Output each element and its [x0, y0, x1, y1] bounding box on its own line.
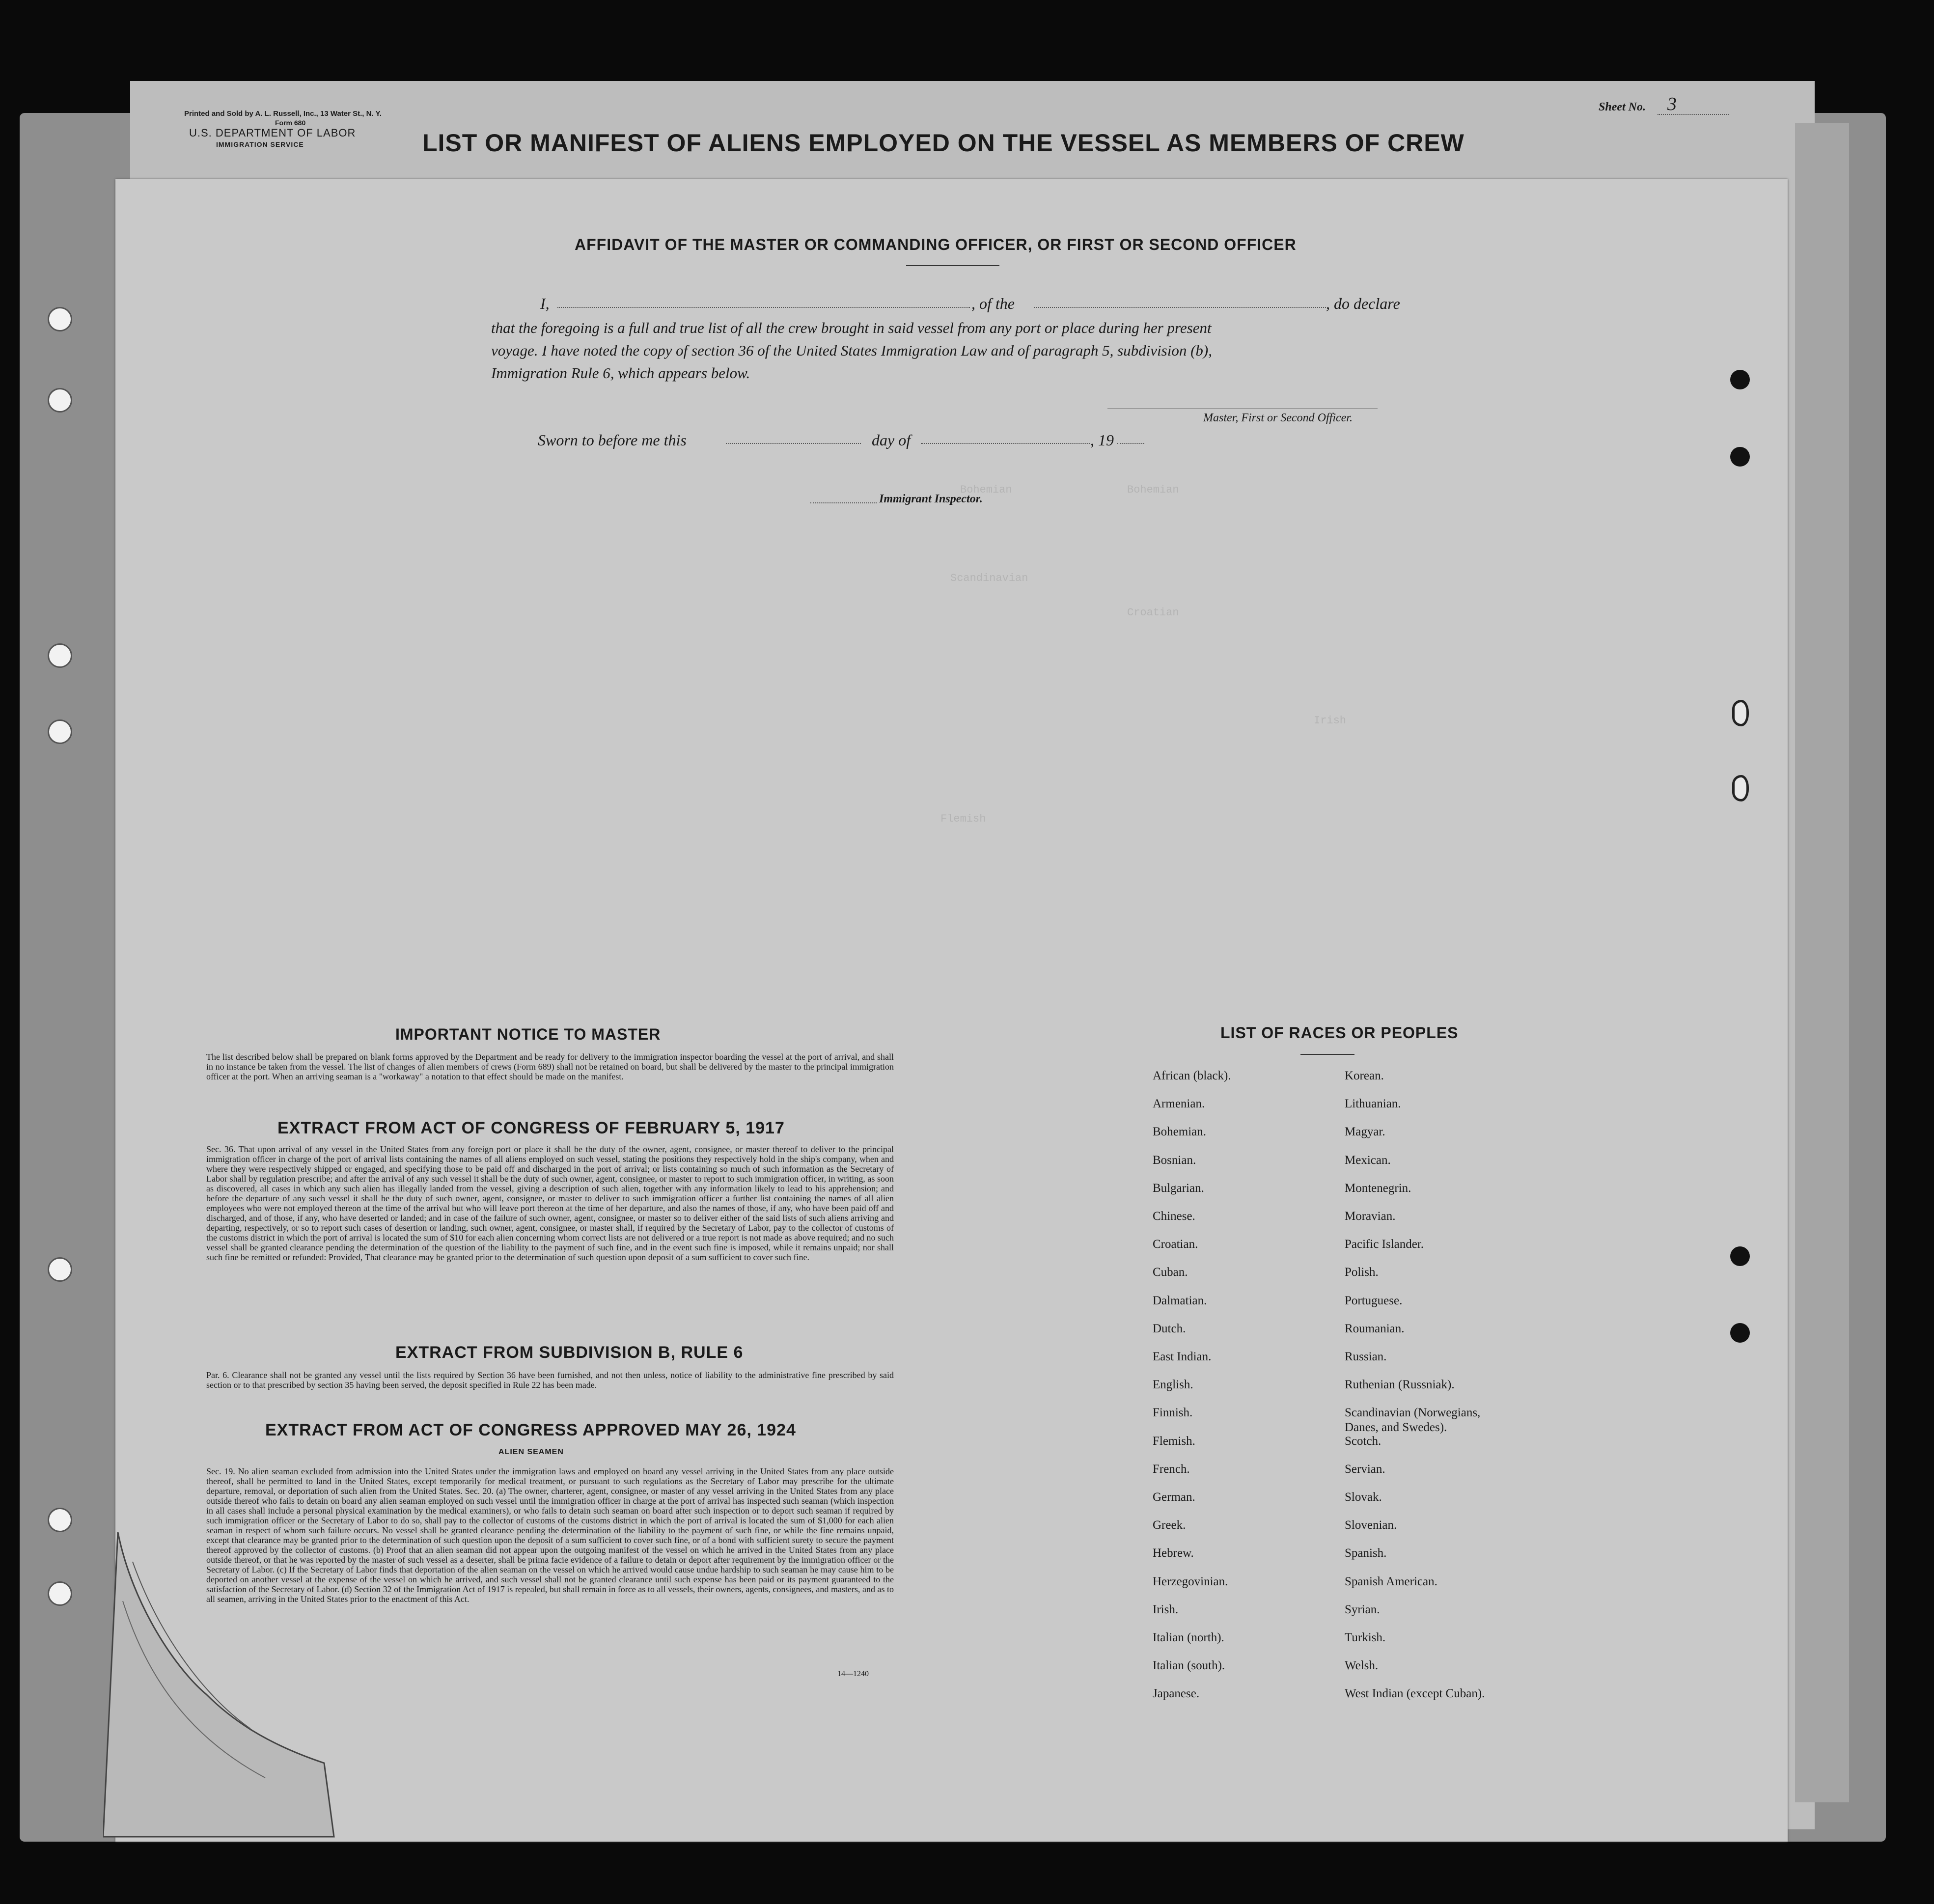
race-item: Italian (south). [1153, 1659, 1225, 1672]
extract-1924-heading: EXTRACT FROM ACT OF CONGRESS APPROVED MAY 26, 1924 [265, 1421, 796, 1439]
sworn-year-line [1117, 443, 1144, 444]
race-item: Flemish. [1153, 1435, 1195, 1448]
race-item: German. [1153, 1490, 1195, 1504]
race-item: Spanish American. [1345, 1575, 1437, 1588]
race-item: West Indian (except Cuban). [1345, 1687, 1485, 1700]
race-item: Ruthenian (Russniak). [1345, 1378, 1455, 1391]
race-item: Herzegovinian. [1153, 1575, 1228, 1588]
notice-heading: IMPORTANT NOTICE TO MASTER [395, 1025, 661, 1043]
affidavit-sheet: Bohemian Bohemian Scandinavian Croatian Irish Flemish [115, 179, 1788, 1842]
department-name: U.S. DEPARTMENT OF LABOR [189, 127, 356, 139]
race-item: Roumanian. [1345, 1322, 1405, 1335]
subdivision-heading: EXTRACT FROM SUBDIVISION B, RULE 6 [395, 1343, 744, 1362]
race-item: Servian. [1345, 1462, 1385, 1476]
extract-1917-text: Sec. 36. That upon arrival of any vessel in the United States from any foreign port or place it shall be the duty of the owner, agent, consignee, or master thereof to deliver to the principal immigration officer in charge of the port of arrival lists containing the names of all aliens employed on such vessel, stating the positions they respectively hold in the ship's company, when and where they were respectively shipped or engaged, and specifying those to be paid off and discharged in the port of arrival; or lists containing so much of such information as the Secretary of Labor shall by regulation prescribe; and after the arrival of any such vessel it shall be the duty of such owner, agent, consignee, or master to report to such immigration officer, in writing, as soon as discovered, all cases in which any such alien has illegally landed from the vessel, giving a description of such alien, together with any information likely to lead to his apprehension; and before the departure of any such vessel it shall be the duty of such owner, agent, consignee, or master to deliver to such immigration officer a further list containing the names of all alien employees who were not employed thereon at the time of the arrival but who will leave port thereon at the time of her departure, and also the names of those, if any, who have been paid off and discharged, and of those, if any, who have deserted or landed; and in case of the failure of such owner, agent, consignee, or master so to deliver either of the said lists of such aliens arriving and departing, respectively, or so to report such cases of desertion or landing, such owner, agent, consignee, or master shall, if required by the Secretary of Labor, pay to the collector of customs of the customs district in which the port of arrival is located the sum of $10 for each alien concerning whom correct lists are not delivered or a true report is not made as above required; and no such vessel shall be granted clearance pending the determination of the question of the liability to the payment of such fine, and in the event such fine is imposed, while it remains unpaid; nor shall such fine be remitted or refunded: Provided, That clearance may be granted prior to the determination of such question upon deposit of a sum sufficient to cover such fine. [206, 1144, 894, 1262]
race-item: Spanish. [1345, 1546, 1387, 1560]
race-item: Montenegrin. [1345, 1182, 1411, 1195]
affidavit-of-the: , of the [971, 295, 1015, 312]
notice-text: The list described below shall be prepared on blank forms approved by the Department and be ready for delivery to the immigration inspector boarding the vessel at the port of arrival, and shall in no instance be taken from the vessel. The list of changes of alien members of crews (Form 689) shall not be retained on board, but shall be delivered by the master to the principal immigration officer at the port. When an arriving seaman is a "workaway" a notation to that effect should be made on the manifest. [206, 1052, 894, 1081]
race-item: Bulgarian. [1153, 1182, 1204, 1195]
form-number: Form 680 [275, 119, 306, 127]
affidavit-heading: AFFIDAVIT OF THE MASTER OR COMMANDING OFFICER, OR FIRST OR SECOND OFFICER [575, 236, 1297, 253]
binder-hole [1730, 1323, 1750, 1343]
affidavit-do-declare: , do declare [1326, 295, 1400, 312]
binder-hole [48, 1257, 72, 1282]
race-item: Slovak. [1345, 1490, 1382, 1504]
underlying-sheet-edge [1795, 123, 1849, 1802]
sheet-number: 3 [1667, 94, 1677, 114]
race-item: Korean. [1345, 1069, 1384, 1082]
binder-hole [1730, 447, 1750, 467]
race-item: Scotch. [1345, 1435, 1381, 1448]
race-item: Russian. [1345, 1350, 1387, 1363]
binder-hole [48, 643, 72, 668]
race-item: Magyar. [1345, 1125, 1385, 1138]
printer-line: Printed and Sold by A. L. Russell, Inc., 13 Water St., N. Y. [184, 110, 382, 118]
vessel-line [1034, 307, 1326, 308]
divider [906, 265, 999, 266]
race-item: Italian (north). [1153, 1631, 1224, 1644]
binder-hole [1732, 700, 1749, 726]
binder-hole [48, 719, 72, 744]
race-item: Turkish. [1345, 1631, 1386, 1644]
day-of-label: day of [872, 431, 911, 449]
binder-hole [48, 388, 72, 413]
name-line [557, 307, 970, 308]
race-item: Pacific Islander. [1345, 1238, 1424, 1251]
race-item: English. [1153, 1378, 1193, 1391]
binder-hole [48, 1581, 72, 1606]
race-item: East Indian. [1153, 1350, 1212, 1363]
race-item: Lithuanian. [1345, 1097, 1401, 1110]
affidavit-line-1: that the foregoing is a full and true list of all the crew brought in said vessel from any port or place during her present [491, 319, 1212, 336]
race-item: Armenian. [1153, 1097, 1205, 1110]
sworn-month-line [921, 443, 1090, 444]
race-item: Portuguese. [1345, 1294, 1403, 1307]
binder-hole [1732, 775, 1749, 801]
race-item: French. [1153, 1462, 1190, 1476]
race-item: African (black). [1153, 1069, 1231, 1082]
torn-page-corner [103, 1532, 339, 1847]
subdivision-text: Par. 6. Clearance shall not be granted any vessel until the lists required by Section 36 have been furnished, and not then unless, notice of liability to the administrative fine prescribed by said section or to that prescribed by section 35 having been served, the deposit specified in Rule 22 has been made. [206, 1370, 894, 1390]
binder-hole [48, 307, 72, 331]
binder-hole [1730, 370, 1750, 389]
race-item: Bohemian. [1153, 1125, 1207, 1138]
race-item: Dalmatian. [1153, 1294, 1207, 1307]
race-item: Moravian. [1345, 1210, 1396, 1223]
race-item: Dutch. [1153, 1322, 1186, 1335]
race-item: Finnish. [1153, 1406, 1193, 1419]
races-heading: LIST OF RACES OR PEOPLES [1220, 1024, 1459, 1042]
race-item: Slovenian. [1345, 1518, 1397, 1532]
inspector-label: Immigrant Inspector. [879, 493, 983, 505]
alien-seamen-subheading: ALIEN SEAMEN [498, 1448, 564, 1456]
sworn-label: Sworn to before me this [538, 431, 687, 449]
binder-hole [48, 1508, 72, 1532]
form-code: 14—1240 [837, 1670, 869, 1678]
race-item: Croatian. [1153, 1238, 1198, 1251]
inspector-dots [810, 502, 877, 503]
manifest-title: LIST OR MANIFEST OF ALIENS EMPLOYED ON THE VESSEL AS MEMBERS OF CREW [422, 129, 1464, 157]
affidavit-i: I, [540, 295, 550, 312]
race-item: Bosnian. [1153, 1154, 1196, 1167]
extract-1924-text: Sec. 19. No alien seaman excluded from admission into the United States under the immigration laws and employed on board any vessel arriving in the United States from any place outside thereof, shall be permitted to land in the United States, except temporarily for medical treatment, or pursuant to such regulations as the Secretary of Labor may prescribe for the ultimate departure, removal, or deportation of such alien from the United States. Sec. 20. (a) The owner, charterer, agent, consignee, or master of any vessel arriving in the United States from any place outside thereof who fails to detain on board any alien seaman employed on such vessel until the immigration officer in charge at the port of arrival has inspected such seaman (which inspection in all cases shall include a personal physical examination by the medical examiners), or who fails to detain such seaman on board after such inspection or to deport such seaman if required by such immigration officer or the Secretary of Labor to do so, shall pay to the collector of customs of the customs district in which the port of arrival is located the sum of $1,000 for each alien seaman in respect of whom such failure occurs. No vessel shall be granted clearance pending the determination of the liability to the payment of such fine, or while the fine remains unpaid, except that clearance may be granted prior to the determination of such question upon the deposit of a sum sufficient to cover such fine, or of a bond with sufficient surety to secure the payment thereof approved by the collector of customs. (b) Proof that an alien seaman did not appear upon the outgoing manifest of the vessel on which he arrived in the United States from any place outside thereof, or that he was reported by the master of such vessel as a deserter, shall be prima facie evidence of a failure to detain or deport after requirement by the immigration officer or the Secretary of Labor. (c) If the Secretary of Labor finds that deportation of the alien seaman on the vessel on which he arrived would cause undue hardship to such seaman he may cause him to be deported on another vessel at the expense of the vessel on which he arrived, and such vessel shall not be granted clearance until such expense has been paid or its payment guaranteed to the satisfaction of the Secretary of Labor. (d) Section 32 of the Immigration Act of 1917 is repealed, but shall remain in force as to all vessels, their owners, agents, consignees, and masters, and as to all seamen, arriving in the United States prior to the enactment of this Act. [206, 1466, 894, 1604]
binder-hole [1730, 1246, 1750, 1266]
race-item: Mexican. [1345, 1154, 1391, 1167]
service-name: IMMIGRATION SERVICE [216, 140, 304, 148]
master-signature-label: Master, First or Second Officer. [1203, 412, 1353, 424]
race-item: Hebrew. [1153, 1546, 1194, 1560]
race-item: Chinese. [1153, 1210, 1195, 1223]
race-item: Scandinavian (Norwegians, Danes, and Swedes). [1345, 1406, 1481, 1434]
race-item: Irish. [1153, 1603, 1179, 1616]
race-item: Syrian. [1345, 1603, 1380, 1616]
affidavit-line-3: Immigration Rule 6, which appears below. [491, 364, 750, 382]
race-item: Japanese. [1153, 1687, 1200, 1700]
race-item: Welsh. [1345, 1659, 1379, 1672]
divider [1300, 1054, 1354, 1055]
year-label: , 19 [1090, 431, 1114, 449]
extract-1917-heading: EXTRACT FROM ACT OF CONGRESS OF FEBRUARY 5, 1917 [277, 1119, 785, 1137]
affidavit-line-2: voyage. I have noted the copy of section 36 of the United States Immigration Law and of paragraph 5, subdivision (b), [491, 342, 1212, 359]
race-item: Cuban. [1153, 1266, 1188, 1279]
race-item: Greek. [1153, 1518, 1186, 1532]
race-item: Polish. [1345, 1266, 1379, 1279]
sworn-day-line [726, 443, 861, 444]
sheet-label: Sheet No. [1599, 101, 1646, 113]
